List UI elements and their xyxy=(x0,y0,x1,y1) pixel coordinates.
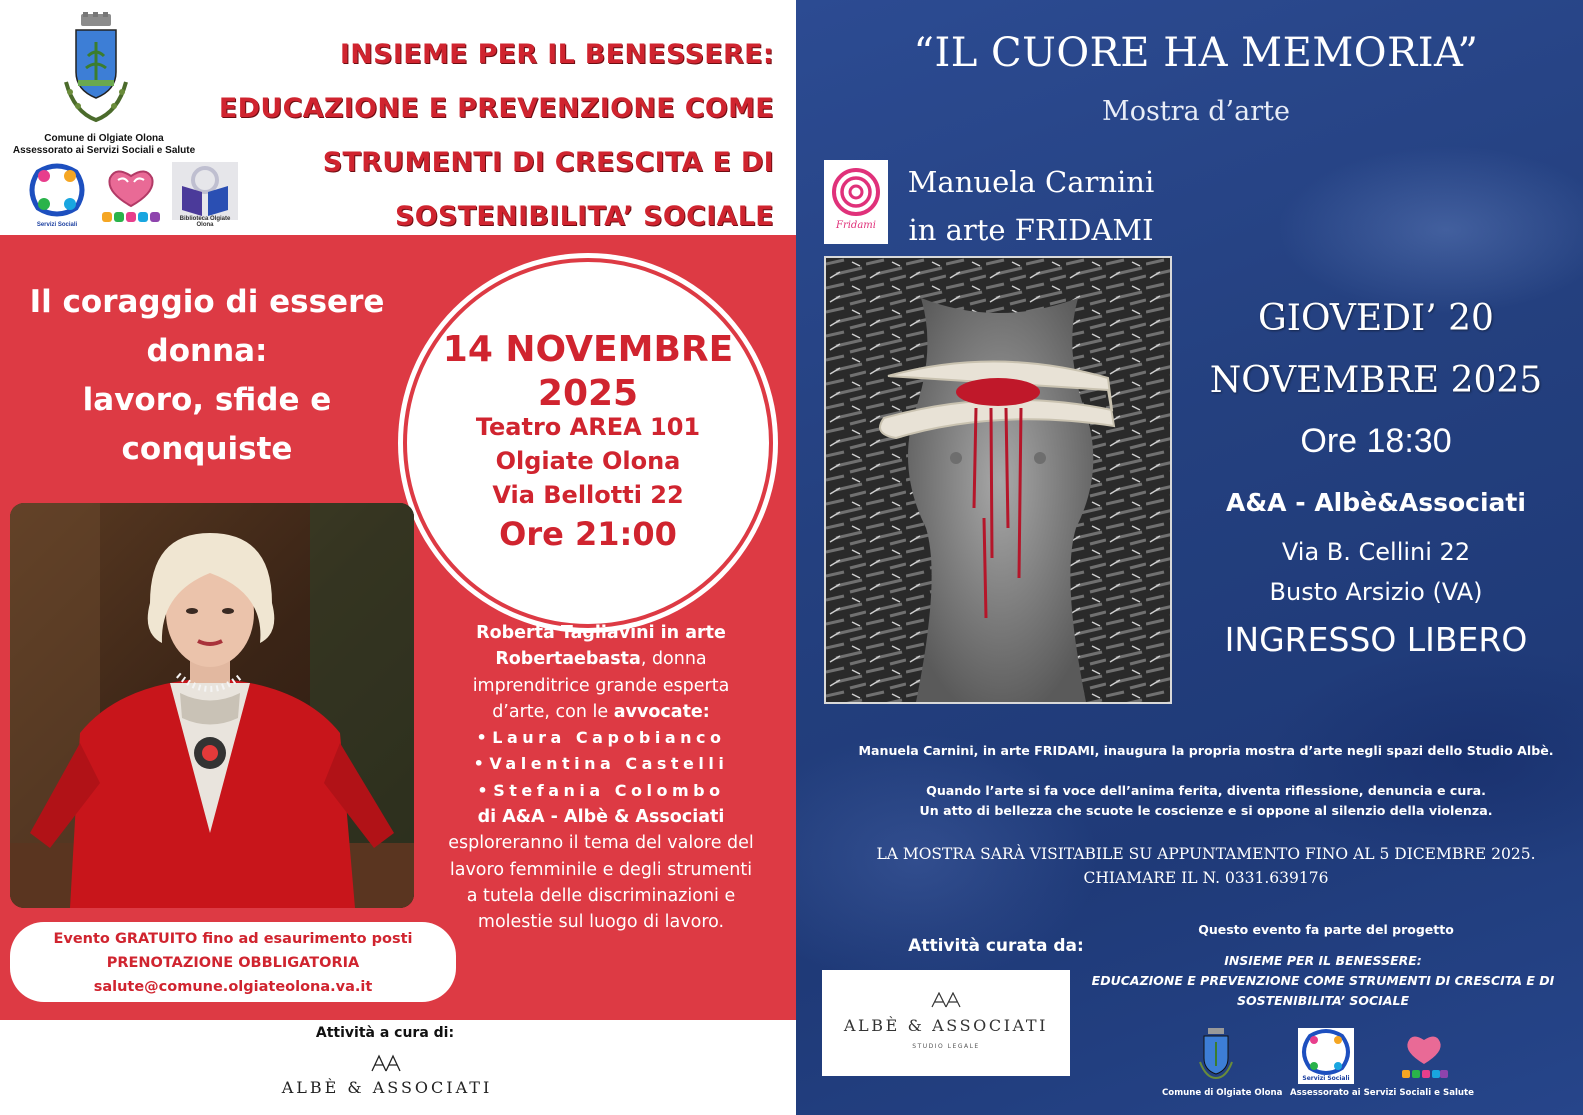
event-time: Ore 21:00 xyxy=(499,515,677,553)
lawyers-list xyxy=(446,725,756,804)
visit-line: LA MOSTRA SARÀ VISITABILE SU APPUNTAMENTO FINO AL 5 DICEMBRE 2025. xyxy=(876,845,1536,863)
speaker-description: , donna imprenditrice grande esperta d’arte, con le xyxy=(472,649,730,722)
albe-logo-box xyxy=(822,970,1070,1076)
albe-monogram-icon xyxy=(371,1054,401,1072)
headline-line: STRUMENTI DI CRESCITA E DI xyxy=(322,147,774,178)
event-date-line: 14 NOVEMBRE xyxy=(442,329,734,370)
albe-monogram-icon xyxy=(931,992,961,1008)
lawyers-label: avvocate: xyxy=(613,701,710,722)
lawyer-item: • Stefania Colombo xyxy=(446,778,756,804)
event-title-line: donna: xyxy=(146,333,268,369)
address-line: Busto Arsizio (VA) xyxy=(1269,578,1483,606)
project-intro: Questo evento fa parte del progetto xyxy=(1198,922,1454,937)
exhibition-date-line: GIOVEDI’ 20 xyxy=(1258,298,1494,339)
brain-heart-icon xyxy=(1400,1030,1448,1082)
torso-painting-icon xyxy=(826,258,1170,702)
speaker-photo xyxy=(10,503,414,908)
contact-email[interactable]: salute@comune.olgiateolona.va.it xyxy=(93,979,373,995)
event-date-line: 2025 xyxy=(537,373,639,414)
event-title-line: conquiste xyxy=(121,431,293,467)
event-date xyxy=(407,328,769,416)
firm-name: di A&A - Albè & Associati xyxy=(477,807,725,828)
quote-line: Un atto di bellezza che scuote le coscienze e si oppone al silenzio della violenza. xyxy=(919,803,1493,818)
topic-text: esploreranno il tema del valore del lavoro femminile e degli strumenti a tutela delle discriminazioni e molestie sul luogo di lavoro. xyxy=(448,833,754,933)
studio-legale-text: STUDIO LEGALE xyxy=(912,1043,980,1050)
project-line: EDUCAZIONE E PREVENZIONE COME STRUMENTI DI CRESCITA E DI xyxy=(1091,973,1555,988)
artist-line: Manuela Carnini xyxy=(907,165,1155,199)
exhibition-subtitle: Mostra d’arte xyxy=(1102,96,1290,127)
date-circle xyxy=(403,258,773,628)
servizi-sociali-logo xyxy=(24,162,90,228)
booking-line: PRENOTAZIONE OBBLIGATORIA xyxy=(106,955,360,971)
project-name xyxy=(1088,951,1558,1011)
exhibition-quote xyxy=(836,781,1576,821)
exhibition-date xyxy=(1181,288,1571,412)
venue-line: Olgiate Olona xyxy=(495,447,681,475)
exhibition-venue-name: A&A - Albè&Associati xyxy=(1226,488,1526,517)
free-entry: INGRESSO LIBERO xyxy=(1224,620,1528,659)
comune-label xyxy=(6,133,202,157)
artist-name xyxy=(896,158,1166,254)
event-description xyxy=(446,620,756,936)
partner-logos xyxy=(1156,1028,1576,1108)
speaker-name: Roberta Tagliavini in arte Robertaebasta xyxy=(476,623,726,670)
exhibition-title: “IL CUORE HA MEMORIA” xyxy=(913,30,1479,76)
bottom-comune-caption: Comune di Olgiate Olona xyxy=(1162,1088,1283,1098)
exhibition-address xyxy=(1181,532,1571,612)
speaker-paragraph xyxy=(446,620,756,725)
free-line: Evento GRATUITO fino ad esaurimento posti xyxy=(53,931,413,947)
assessorato-name: Assessorato ai Servizi Sociali e Salute xyxy=(12,145,196,156)
project-line: SOSTENIBILITA’ SOCIALE xyxy=(1236,993,1410,1008)
artist-line: in arte FRIDAMI xyxy=(908,213,1154,247)
fridami-logo-text: Fridami xyxy=(836,220,876,231)
coat-of-arms-icon xyxy=(56,12,136,130)
comune-name: Comune di Olgiate Olona xyxy=(44,133,164,144)
address-line: Via B. Cellini 22 xyxy=(1281,538,1471,566)
headline-line: EDUCAZIONE E PREVENZIONE COME xyxy=(218,93,774,124)
venue-line: Teatro AREA 101 xyxy=(475,413,701,441)
lawyer-item: • Laura Capobianco xyxy=(446,725,756,751)
fridami-logo xyxy=(824,160,888,244)
free-entry-box xyxy=(10,922,456,1002)
bottom-servizi-caption: Servizi Sociali xyxy=(1302,1075,1350,1082)
exhibition-visit-info xyxy=(836,842,1576,890)
right-flyer xyxy=(796,0,1583,1115)
coat-of-arms-icon xyxy=(1196,1028,1236,1080)
wellbeing-logo xyxy=(98,162,164,228)
phone-line: CHIAMARE IL N. 0331.639176 xyxy=(1083,869,1329,887)
event-title xyxy=(12,278,402,474)
exhibition-time: Ore 18:30 xyxy=(1300,422,1452,460)
brain-heart-icon xyxy=(98,162,164,228)
venue-line: Via Bellotti 22 xyxy=(492,481,684,509)
albe-logo-text: ALBÈ & ASSOCIATI xyxy=(843,1016,1049,1035)
spiral-rose-icon xyxy=(824,160,888,244)
artwork-painting xyxy=(824,256,1172,704)
project-headline xyxy=(214,28,774,244)
project-line: INSIEME PER IL BENESSERE: xyxy=(1224,953,1422,968)
speaker-portrait-icon xyxy=(10,503,414,908)
event-venue xyxy=(407,410,769,512)
biblioteca-caption: Biblioteca Olgiate Olona xyxy=(179,216,231,228)
event-title-line: lavoro, sfide e xyxy=(82,382,332,418)
headline-line: INSIEME PER IL BENESSERE: xyxy=(339,39,774,70)
event-title-line: Il coraggio di essere xyxy=(29,284,385,320)
albe-logo-text: ALBÈ & ASSOCIATI xyxy=(281,1078,493,1097)
exhibition-date-line: NOVEMBRE 2025 xyxy=(1209,360,1543,401)
bottom-assessorato-caption: Assessorato ai Servizi Sociali e Salute xyxy=(1290,1088,1474,1098)
servizi-sociali-icon xyxy=(1298,1028,1354,1084)
headline-line: SOSTENIBILITA’ SOCIALE xyxy=(394,201,774,232)
curated-by-label: Attività curata da: xyxy=(908,936,1084,956)
lawyer-item: • Valentina Castelli xyxy=(446,751,756,777)
curated-label: Attività a cura di: xyxy=(315,1025,455,1041)
quote-line: Quando l’arte si fa voce dell’anima ferita, diventa riflessione, denuncia e cura. xyxy=(926,783,1486,798)
exhibition-intro: Manuela Carnini, in arte FRIDAMI, inaugura la propria mostra d’arte negli spazi dello Studio Albè. xyxy=(858,743,1554,758)
servizi-sociali-caption: Servizi Sociali xyxy=(36,222,78,228)
servizi-sociali-icon xyxy=(24,162,90,218)
